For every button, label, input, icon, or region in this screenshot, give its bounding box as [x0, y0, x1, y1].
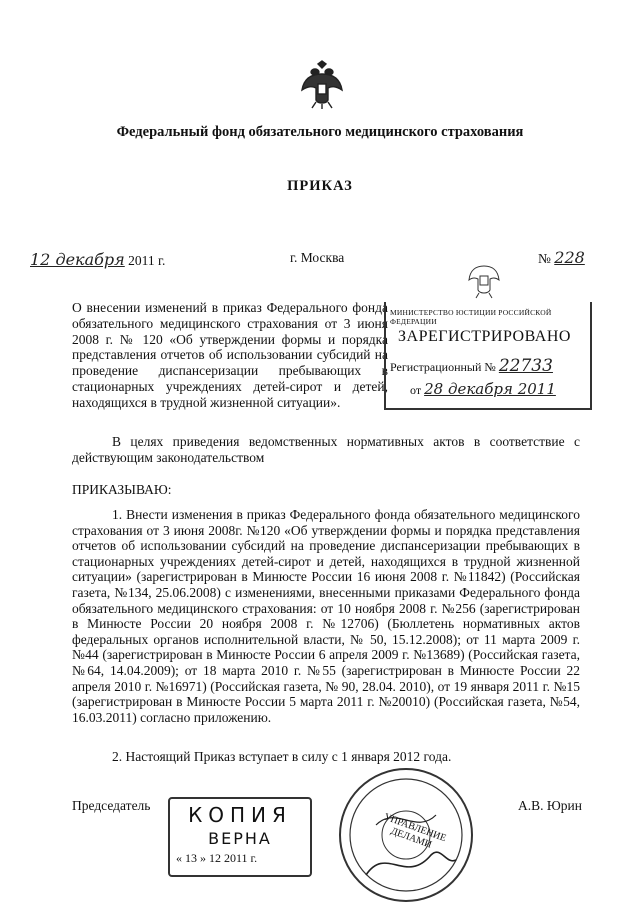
- number-label: №: [538, 251, 551, 266]
- handwritten-date: 12 декабря: [30, 250, 125, 269]
- coat-of-arms-emblem: [300, 60, 344, 110]
- copy-stamp-date: « 13 » 12 2011 г.: [176, 851, 258, 865]
- copy-stamp-line2: ВЕРНА: [208, 829, 272, 848]
- stamp-registration-date: [410, 380, 556, 398]
- copy-stamp-line1: КОПИЯ: [188, 803, 292, 827]
- reg-date-handwritten: 28 декабря 2011: [424, 380, 556, 398]
- document-type-heading: ПРИКАЗ: [287, 178, 353, 194]
- reg-date-prefix: от: [410, 383, 422, 397]
- stamp-registered-label: ЗАРЕГИСТРИРОВАНО: [398, 328, 571, 345]
- reg-number-label: Регистрационный №: [390, 360, 496, 374]
- preamble-text: В целях приведения ведомственных нормативных актов в соответствие с действующим законодательством: [72, 434, 580, 465]
- signer-position: Председатель: [72, 798, 151, 813]
- order-item-2: [72, 749, 580, 765]
- reg-number-handwritten: 22733: [498, 356, 553, 376]
- stamp-registration-number: [390, 356, 553, 376]
- order-item-1: [72, 507, 580, 725]
- stamp-emblem-icon: [466, 262, 502, 300]
- stamp-ministry-name: МИНИСТЕРСТВО ЮСТИЦИИ РОССИЙСКОЙ ФЕДЕРАЦИИ: [390, 308, 552, 326]
- order-year: 2011 г.: [128, 253, 166, 268]
- order-subject: О внесении изменений в приказ Федерального фонда обязательного медицинского страхования от 3 июня 2008 г. № 120 «Об утверждении формы и порядка представления отчетов об использовании субсидий на проведение диспансеризации пребывающих в стационарных учреждениях детей-сирот и детей, находящихся в трудной жизненной ситуации».: [72, 300, 388, 410]
- order-word: ПРИКАЗЫВАЮ:: [72, 482, 172, 497]
- organization-title: Федеральный фонд обязательного медицинского страхования: [116, 124, 524, 140]
- copy-certified-stamp: [168, 797, 312, 877]
- ministry-registration-stamp: [384, 262, 590, 414]
- item-2-text: 2. Настоящий Приказ вступает в силу с 1 января 2012 года.: [112, 749, 452, 764]
- item-1-text: 1. Внести изменения в приказ Федерального фонда обязательного медицинского страхования от 3 июня 2008г. №120 «Об утверждении формы и порядка представления отчетов об использовании субсидий на проведение диспансеризации пребывающих в стационарных учреждениях детей-сирот и детей, находящихся в трудной жизненной ситуации» (зарегистрирован в Минюсте России 16 июня 2008 г. №11842) (Российская газета, №134, 25.06.2008) с изменениями, внесенными приказами Федерального фонда обязательного медицинского страхования: от 10 ноября 2008 г. №256 (зарегистрирован в Минюсте России 20 ноября 2008 г. №12706) (Бюллетень нормативных актов федеральных органов исполнительной власти, № 50, 15.12.2008); от 11 марта 2009 г. №44 (зарегистрирован в Минюсте России 6 апреля 2009 г. №13689) (Российская газета, №64, 14.04.2009); от 18 марта 2010 г. №55 (зарегистрирован в Минюсте России 22 апреля 2010 г. №16971) (Российская газета, № 90, 28.04. 2010), от 19 января 2011 г. №15 (зарегистрирован в Минюсте России 5 марта 2011 г. №20010) (Российская газета, №54, 16.03.2011) согласно приложению.: [72, 507, 580, 725]
- preamble: [72, 434, 580, 465]
- seal-inner-text: УПРАВЛЕНИЕ ДЕЛАМИ: [382, 811, 448, 851]
- signer-name: А.В. Юрин: [518, 798, 582, 813]
- order-city: г. Москва: [290, 250, 345, 265]
- signature-scribble: [366, 852, 456, 875]
- handwritten-number: 228: [554, 248, 585, 267]
- order-date: [30, 250, 165, 269]
